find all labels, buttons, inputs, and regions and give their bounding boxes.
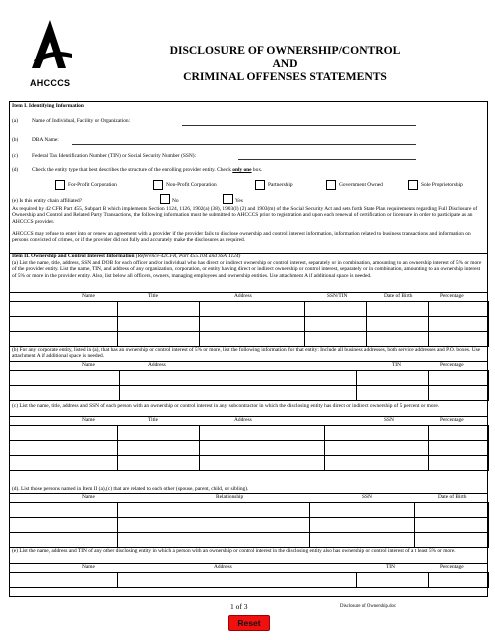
c-col-address: Address bbox=[234, 417, 252, 423]
a-col-title: Title bbox=[148, 293, 158, 299]
table-cell[interactable] bbox=[305, 302, 367, 317]
table-cell[interactable] bbox=[10, 332, 118, 347]
table-cell[interactable] bbox=[118, 441, 200, 456]
item2-heading bbox=[12, 253, 240, 259]
table-row bbox=[10, 573, 489, 588]
item2-e-text: (e) List the name, address and TIN of any other disclosing entity in which a person with an ownership or control interest in the disclosing entity also has ownership or control interest of a t least 5% or more. bbox=[12, 548, 456, 554]
title-line-1: DISCLOSURE OF OWNERSHIP/CONTROL bbox=[169, 44, 401, 57]
table-cell[interactable] bbox=[429, 456, 489, 471]
item2-e-table bbox=[9, 572, 489, 588]
d-col-ssn: SSN bbox=[362, 494, 372, 500]
table-cell[interactable] bbox=[429, 441, 489, 456]
entity-type-partnership-label: Partnership bbox=[268, 182, 293, 188]
item1-c-label: Federal Tax Identification Number (TIN) or Social Security Number (SSN): bbox=[32, 153, 197, 159]
item2-d-table bbox=[9, 502, 489, 548]
item2-heading-bold: Item II. Ownership and Control Interest Information bbox=[12, 253, 135, 259]
table-cell[interactable] bbox=[429, 426, 489, 441]
item1-heading: Item I. Identifying Information bbox=[12, 103, 84, 109]
table-cell[interactable] bbox=[429, 386, 489, 401]
entity-type-partnership-checkbox[interactable] bbox=[255, 180, 265, 190]
item1-b-letter: (b) bbox=[12, 137, 19, 143]
entity-type-for-profit-label: For-Profit Corporation bbox=[68, 182, 117, 188]
ahcccs-logo bbox=[28, 18, 78, 88]
table-cell[interactable] bbox=[367, 302, 429, 317]
table-cell[interactable] bbox=[118, 533, 310, 548]
table-row bbox=[10, 317, 489, 332]
page-number: 1 of 3 bbox=[230, 602, 248, 611]
item2-d-text: (d). List those persons named in Item II (a),(c) that are related to each other (spouse, parent, child, or sibling). bbox=[12, 486, 249, 492]
item2-heading-ref: (Reference-42CFR, Part 455.104 and SSA 1124) bbox=[134, 253, 241, 259]
d-label-post: box. bbox=[251, 167, 263, 173]
table-cell[interactable] bbox=[429, 302, 489, 317]
table-cell[interactable] bbox=[200, 332, 305, 347]
item2-c-text: (c) List the name, title, address and SSN of each person with an ownership or control interest in any subcontractor in which the disclosing entity has direct or indirect ownership of 5 percent or more. bbox=[12, 403, 440, 409]
a-col-ssn-tin: SSN/TIN bbox=[327, 293, 348, 299]
table-cell[interactable] bbox=[118, 456, 200, 471]
table-row bbox=[10, 441, 489, 456]
item1-d-letter: (d) bbox=[12, 167, 19, 173]
table-cell[interactable] bbox=[10, 503, 118, 518]
item1-paragraph-2: AHCCCS may refuse to enter into or renew an agreement with a provider if the provider fails to disclose ownership and control interest information, information related to business transactions and information on persons convicted of crimes, or if the provider did not fully and accurately make the disclosures as required. bbox=[12, 231, 471, 244]
b-col-name: Name bbox=[82, 362, 95, 368]
table-cell[interactable] bbox=[10, 426, 118, 441]
table-row bbox=[10, 533, 489, 548]
d-label-em: only one bbox=[232, 167, 252, 173]
table-cell[interactable] bbox=[305, 317, 367, 332]
chain-affiliated-yes-label: Yes bbox=[235, 198, 243, 204]
a-col-name: Name bbox=[82, 293, 95, 299]
table-cell[interactable] bbox=[325, 441, 429, 456]
name-field[interactable] bbox=[182, 125, 416, 126]
table-cell[interactable] bbox=[118, 332, 200, 347]
logo-text: AHCCCS bbox=[30, 78, 71, 88]
table-cell[interactable] bbox=[357, 573, 429, 588]
d-col-dob: Date of Birth bbox=[438, 494, 467, 500]
b-col-tin: TIN bbox=[392, 362, 401, 368]
table-cell[interactable] bbox=[118, 518, 310, 533]
page-title bbox=[120, 44, 450, 83]
table-cell[interactable] bbox=[10, 456, 118, 471]
table-cell[interactable] bbox=[305, 332, 367, 347]
table-cell[interactable] bbox=[200, 426, 325, 441]
table-cell[interactable] bbox=[325, 426, 429, 441]
a-col-percentage: Percentage bbox=[440, 293, 464, 299]
table-cell[interactable] bbox=[367, 332, 429, 347]
table-cell[interactable] bbox=[118, 503, 310, 518]
entity-type-non-profit-checkbox[interactable] bbox=[153, 180, 163, 190]
table-cell[interactable] bbox=[357, 386, 429, 401]
item1-d-label bbox=[32, 167, 262, 173]
title-line-3: CRIMINAL OFFENSES STATEMENTS bbox=[183, 70, 387, 83]
table-cell[interactable] bbox=[118, 317, 200, 332]
logo-mark bbox=[28, 18, 78, 78]
table-cell[interactable] bbox=[357, 371, 429, 386]
table-cell[interactable] bbox=[310, 518, 415, 533]
a-col-dob: Date of Birth bbox=[384, 293, 413, 299]
table-cell[interactable] bbox=[10, 518, 118, 533]
chain-affiliated-yes-checkbox[interactable] bbox=[223, 194, 233, 204]
table-row bbox=[10, 426, 489, 441]
item1-a-label: Name of Individual, Facility or Organization: bbox=[32, 118, 131, 124]
item2-c-table bbox=[9, 425, 489, 471]
item2-a-table bbox=[9, 301, 489, 347]
entity-type-for-profit-checkbox[interactable] bbox=[55, 180, 65, 190]
table-cell[interactable] bbox=[10, 317, 118, 332]
entity-type-non-profit-label: Non-Profit Corporation bbox=[166, 182, 217, 188]
table-row bbox=[10, 332, 489, 347]
d-label-pre: Check the entity type that best describes the structure of the enrolling provider entity. Check bbox=[32, 167, 233, 173]
c-col-percentage: Percentage bbox=[440, 417, 464, 423]
table-cell[interactable] bbox=[415, 533, 489, 548]
table-cell[interactable] bbox=[10, 302, 118, 317]
e-col-name: Name bbox=[82, 564, 95, 570]
table-cell[interactable] bbox=[118, 302, 200, 317]
table-cell[interactable] bbox=[367, 317, 429, 332]
table-cell[interactable] bbox=[415, 503, 489, 518]
table-row bbox=[10, 386, 489, 401]
item1-e-label: (e) Is this entity chain affiliated? bbox=[12, 198, 83, 204]
table-cell[interactable] bbox=[310, 533, 415, 548]
table-cell[interactable] bbox=[429, 573, 489, 588]
table-cell[interactable] bbox=[10, 441, 118, 456]
c-col-name: Name bbox=[82, 417, 95, 423]
table-cell[interactable] bbox=[120, 386, 357, 401]
table-cell[interactable] bbox=[200, 456, 325, 471]
d-col-relationship: Relationship bbox=[216, 494, 244, 500]
table-cell[interactable] bbox=[118, 573, 357, 588]
table-cell[interactable] bbox=[10, 386, 120, 401]
item1-a-letter: (a) bbox=[12, 118, 18, 124]
e-col-address: Address bbox=[214, 564, 232, 570]
b-col-address: Address bbox=[148, 362, 166, 368]
item2-b-table bbox=[9, 370, 489, 401]
file-name: Disclosure of Ownership.doc bbox=[340, 604, 397, 609]
item1-b-label: DBA Name: bbox=[32, 137, 59, 143]
table-cell[interactable] bbox=[118, 426, 200, 441]
table-row bbox=[10, 503, 489, 518]
tin-ssn-field[interactable] bbox=[238, 159, 416, 160]
e-col-percentage: Percentage bbox=[440, 564, 464, 570]
entity-type-sole-prop-checkbox[interactable] bbox=[408, 180, 418, 190]
table-cell[interactable] bbox=[200, 302, 305, 317]
b-col-percentage: Percentage bbox=[440, 362, 464, 368]
table-row bbox=[10, 302, 489, 317]
table-cell[interactable] bbox=[120, 371, 357, 386]
a-col-address: Address bbox=[234, 293, 252, 299]
d-col-name: Name bbox=[82, 494, 95, 500]
c-col-title: Title bbox=[148, 417, 158, 423]
dba-field[interactable] bbox=[72, 144, 416, 145]
item2-b-text: (b) For any corporate entity, listed in (a), that has an ownership or control interest of 5% or more, list the following information for that entity: Include all business addresses, both service addresses and P.O. boxes. Use attachment A if additional space is needed. bbox=[12, 347, 481, 360]
title-line-2: AND bbox=[272, 57, 298, 70]
table-cell[interactable] bbox=[429, 317, 489, 332]
table-cell[interactable] bbox=[429, 332, 489, 347]
table-row bbox=[10, 518, 489, 533]
reset-button[interactable]: Reset bbox=[228, 615, 270, 631]
table-row bbox=[10, 371, 489, 386]
c-col-ssn: SSN bbox=[384, 417, 394, 423]
item1-paragraph-1: As required by 42 CFR Part 455, Subpart B which implements Section 1124, 1126, 1902(a) (38), 1903(I) (2) and 1903(m) of the Social Security Act and sets forth State Plan requirements regarding Full Disclosure of Ownership and Control and Related Party Transactions, the following information must be submitted to AHCCCS prior to registration and upon each renewal of certification or licensure in order to participate as an AHCCCS provider. bbox=[12, 206, 478, 225]
chain-affiliated-no-checkbox[interactable] bbox=[160, 194, 170, 204]
table-cell[interactable] bbox=[200, 441, 325, 456]
chain-affiliated-no-label: No bbox=[172, 198, 179, 204]
entity-type-government-label: Government Owned bbox=[339, 182, 383, 188]
table-cell[interactable] bbox=[415, 518, 489, 533]
table-cell[interactable] bbox=[429, 371, 489, 386]
item1-c-letter: (c) bbox=[12, 153, 18, 159]
table-cell[interactable] bbox=[310, 503, 415, 518]
item2-a-text: (a) List the name, title, address, SSN and DOB for each officer and/or individual who has direct or indirect ownership or control interest, separately or in combination, amounting to an ownership interest of 5% or more of the provider entity. List the name, TIN, and address of any organization, corporation, or entity having direct or indirect ownership or control interest, separately or in combination, amounting to an ownership interest of 5% or more in the provider entity. Also, list below all officers, owners, managing employees and ownership entities. Use attachment A if additional space is needed. bbox=[12, 260, 482, 279]
table-cell[interactable] bbox=[10, 573, 118, 588]
e-col-tin: TIN bbox=[386, 564, 395, 570]
table-cell[interactable] bbox=[200, 317, 305, 332]
table-cell[interactable] bbox=[325, 456, 429, 471]
table-row bbox=[10, 456, 489, 471]
entity-type-government-checkbox[interactable] bbox=[326, 180, 336, 190]
table-cell[interactable] bbox=[10, 533, 118, 548]
entity-type-sole-prop-label: Sole Proprietorship bbox=[421, 182, 463, 188]
table-cell[interactable] bbox=[10, 371, 120, 386]
